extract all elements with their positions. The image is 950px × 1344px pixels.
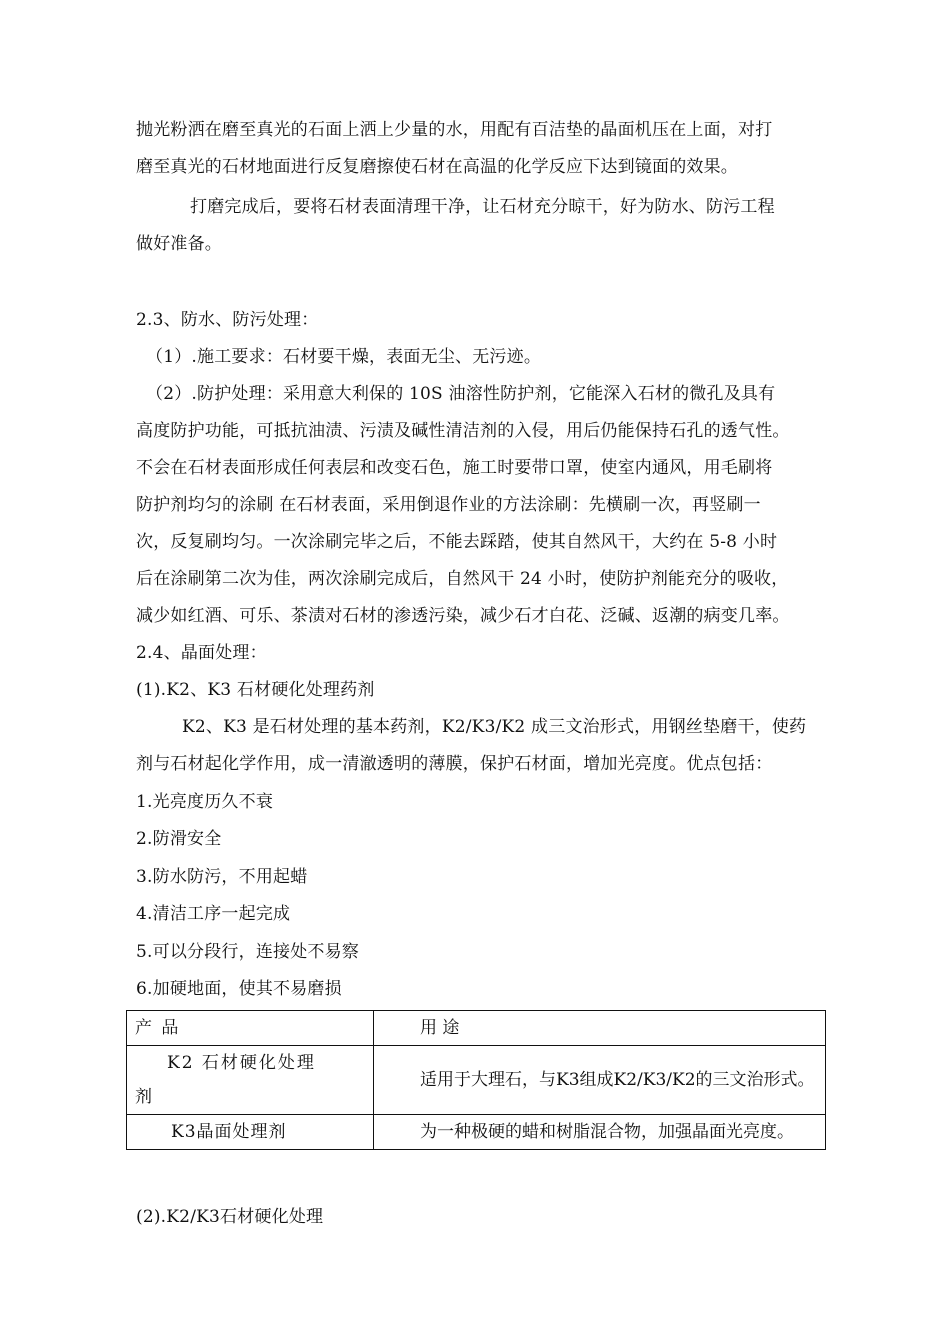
paragraph-line: 磨至真光的石材地面进行反复磨擦使石材在高温的化学反应下达到镜面的效果。: [136, 157, 738, 177]
paragraph-line: 剂与石材起化学作用，成一清澈透明的薄膜，保护石材面，增加光亮度。优点包括：: [136, 754, 773, 774]
paragraph-line: 做好准备。: [136, 234, 222, 254]
table-header-use: 用 途: [374, 1011, 826, 1046]
table-cell-product: K3晶面处理剂: [127, 1115, 374, 1150]
paragraph-line: 打磨完成后，要将石材表面清理干净，让石材充分晾干，好为防水、防污工程: [190, 197, 775, 217]
list-item: 2.防滑安全: [136, 829, 222, 849]
table-header-row: [127, 1011, 826, 1046]
paragraph-line: 不会在石材表面形成任何表层和改变石色，施工时要带口罩，使室内通风，用毛刷将: [136, 458, 773, 478]
subsection-heading: (1).K2、K3 石材硬化处理药剂: [136, 680, 375, 700]
paragraph-line: 次，反复刷均匀。一次涂刷完毕之后，不能去踩踏，使其自然风干，大约在 5-8 小时: [136, 532, 778, 552]
product-name-line: 剂: [135, 1087, 152, 1107]
product-table: [126, 1010, 826, 1150]
table-header-product: 产 品: [127, 1011, 374, 1046]
subsection-heading: (2).K2/K3石材硬化处理: [136, 1207, 324, 1227]
paragraph-line: 高度防护功能，可抵抗油渍、污渍及碱性清洁剂的入侵，用后仍能保持石孔的透气性。: [136, 421, 790, 441]
table-cell-use: 适用于大理石，与K3组成K2/K3/K2的三文治形式。: [374, 1046, 826, 1115]
list-item: 5.可以分段行，连接处不易察: [136, 942, 360, 962]
paragraph-line: 防护剂均匀的涂刷 在石材表面，采用倒退作业的方法涂刷：先横刷一次，再竖刷一: [136, 495, 761, 515]
section-heading: 2.4、晶面处理：: [136, 643, 267, 663]
product-name-line: K2 石材硬化处理: [167, 1053, 316, 1073]
table-row: [127, 1046, 826, 1115]
paragraph-line: （1）.施工要求：石材要干燥，表面无尘、无污迹。: [146, 347, 542, 367]
paragraph-line: （2）.防护处理：采用意大利保的 10S 油溶性防护剂，它能深入石材的微孔及具有: [146, 384, 776, 404]
list-item: 6.加硬地面，使其不易磨损: [136, 979, 342, 999]
table-cell-product: [127, 1046, 374, 1115]
list-item: 3.防水防污，不用起蜡: [136, 867, 308, 887]
paragraph-line: K2、K3 是石材处理的基本药剂，K2/K3/K2 成三文治形式，用钢丝垫磨干，使药: [182, 717, 807, 737]
list-item: 1.光亮度历久不衰: [136, 792, 274, 812]
table-row: [127, 1115, 826, 1150]
section-heading: 2.3、防水、防污处理：: [136, 310, 319, 330]
paragraph-line: 后在涂刷第二次为佳，两次涂刷完成后，自然风干 24 小时，使防护剂能充分的吸收，: [136, 569, 789, 589]
table-cell-use: 为一种极硬的蜡和树脂混合物，加强晶面光亮度。: [374, 1115, 826, 1150]
list-item: 4.清洁工序一起完成: [136, 904, 291, 924]
paragraph-line: 减少如红酒、可乐、茶渍对石材的渗透污染，减少石才白花、泛碱、返潮的病变几率。: [136, 606, 790, 626]
paragraph-line: 抛光粉洒在磨至真光的石面上洒上少量的水，用配有百洁垫的晶面机压在上面，对打: [136, 120, 773, 140]
